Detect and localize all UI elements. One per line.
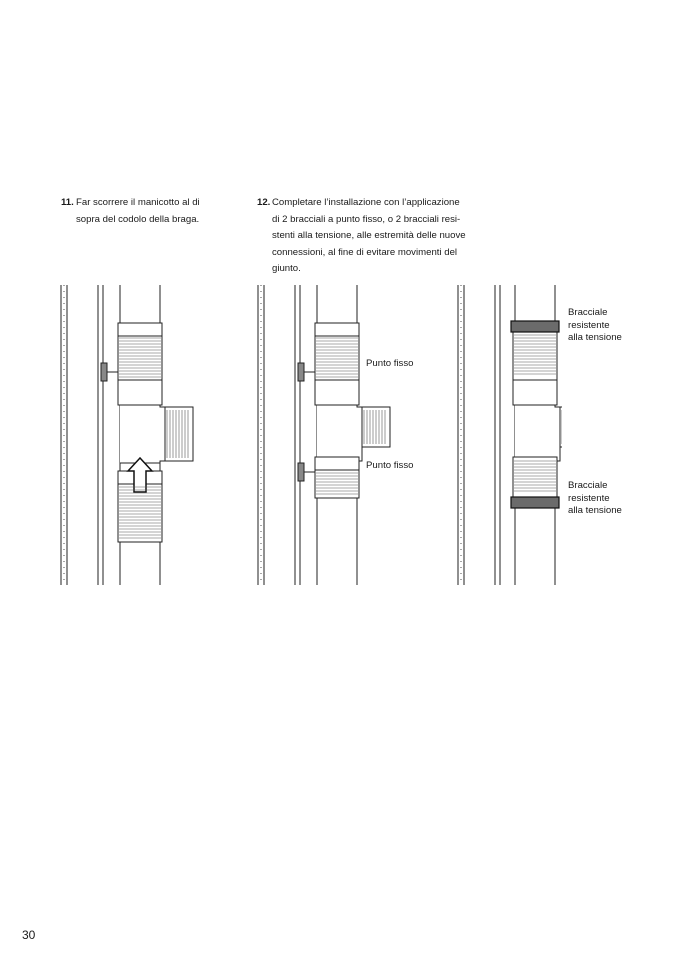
step-12-instruction (257, 195, 482, 278)
figure-fixed-point-clamps (252, 285, 402, 590)
step-text: Far scorrere il manicotto al di sopra del codolo della braga. (76, 197, 200, 225)
fixed-point-label-bottom: Punto fisso (366, 460, 414, 471)
step-11-instruction (61, 195, 221, 228)
step-number: 12. (257, 197, 271, 208)
step-number: 11. (61, 197, 74, 208)
step-text: Completare l’installazione con l’applicazione di 2 bracciali a punto fisso, o 2 bracciali resi- stenti alla tensione, alle estremità delle nuove connessioni, al fine di evitare movimenti del giunto. (272, 197, 466, 275)
figure-tension-clamps (452, 285, 562, 590)
fixed-point-label-top: Punto fisso (366, 358, 414, 369)
tension-clamp-label-top: Bracciale resistente alla tensione (568, 307, 622, 344)
figure-slide-sleeve (55, 285, 205, 590)
page-number: 30 (22, 928, 36, 942)
tension-clamp-label-bottom: Bracciale resistente alla tensione (568, 480, 622, 517)
